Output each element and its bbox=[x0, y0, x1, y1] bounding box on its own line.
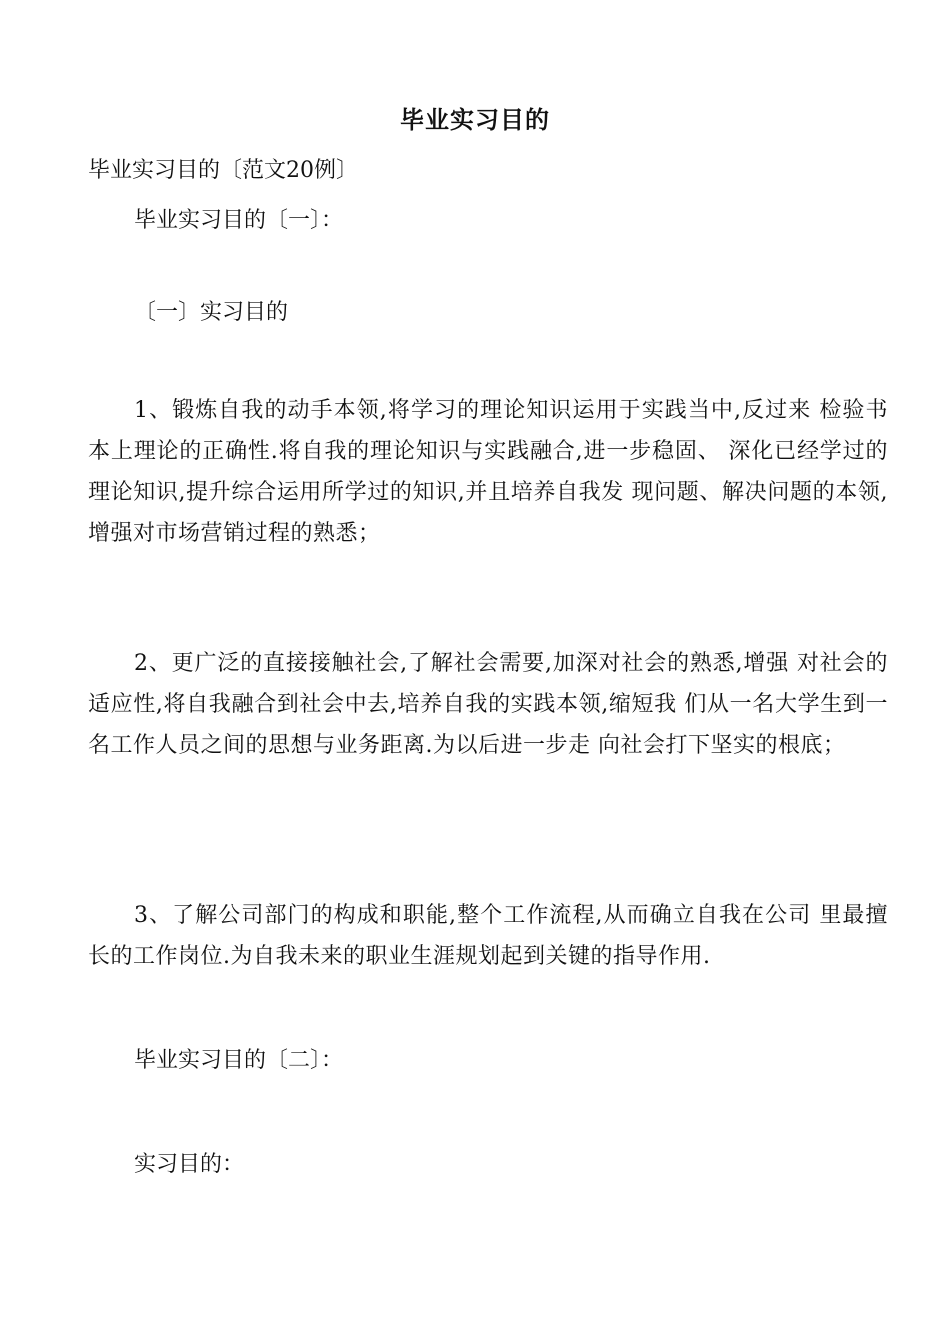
section-two-heading: 毕业实习目的〔二〕： bbox=[134, 1048, 344, 1073]
paragraph-1: 1、锻炼自我的动手本领,将学习的理论知识运用于实践当中,反过来 检验书本上理论的正确性.将自我的理论知识与实践融合,进一步稳固、 深化已经学过的理论知识,提升综合运用所学过的知识,并且培养自我发 现问题、解决问题的本领,增强对市场营销过程的熟悉； bbox=[88, 398, 888, 546]
paragraph-2: 2、更广泛的直接接触社会,了解社会需要,加深对社会的熟悉,增强 对社会的适应性,将自我融合到社会中去,培养自我的实践本领,缩短我 们从一名大学生到一名工作人员之间的思想与业务距离.为以后进一步走 向社会打下坚实的根底； bbox=[88, 651, 888, 758]
document-subtitle: 毕业实习目的〔范文20例〕 bbox=[88, 158, 358, 183]
document-title: 毕业实习目的 bbox=[400, 106, 550, 134]
section-two-label: 实习目的： bbox=[134, 1152, 245, 1177]
paragraph-3: 3、了解公司部门的构成和职能,整个工作流程,从而确立自我在公司 里最擅长的工作岗位.为自我未来的职业生涯规划起到关键的指导作用. bbox=[88, 903, 888, 969]
section-one-heading: 毕业实习目的〔一〕： bbox=[134, 208, 344, 233]
subsection-heading: 〔一〕实习目的 bbox=[134, 300, 289, 325]
